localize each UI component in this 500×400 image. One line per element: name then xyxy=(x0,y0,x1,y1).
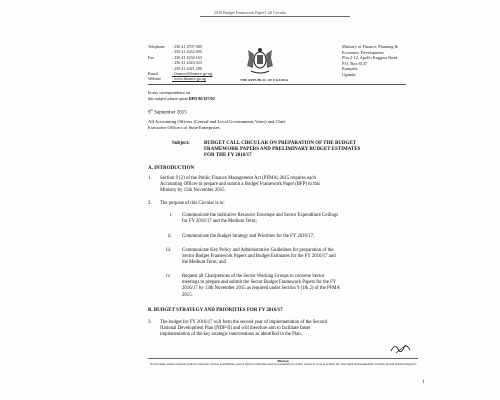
email-label: Email xyxy=(148,71,158,77)
header-rule xyxy=(200,16,350,17)
coat-of-arms-icon xyxy=(242,46,278,76)
para-2-text: The purpose of this Circular is to: xyxy=(160,201,225,206)
para-1-text: Section 9 (2) of the Public Finance Management Act (PFMA) 2015 requires each Accounting Officer to prepare and submit a Budget Framework Paper (BFP) to this Ministry by 15th November 2015. xyxy=(160,176,321,194)
reference-number: BPD 86/107/02 xyxy=(188,95,215,101)
item-iii-text: Communicate Key Policy and Administrative Guidelines for preparation of the Sector Budget Framework Papers and Budget Estimates for the FY 2016/17 and the Medium Term; and xyxy=(182,248,336,266)
fax-2: : 256 41 4343 023 xyxy=(172,60,202,66)
republic-caption: THE REPUBLIC OF UGANDA xyxy=(240,78,289,82)
item-iv-number: iv. xyxy=(166,274,171,279)
page-number: 1 xyxy=(422,380,425,385)
website-link[interactable]: : www.finance.go.ug xyxy=(172,76,207,82)
footer-mission-text: "To formulate sound economic policies, maximize revenue mobilization, ensure efficient allocation and accountability for public resources so as to achieve the most rapid and sustainable economic growth and development" xyxy=(149,362,417,366)
telephone-1: : 256 41 4707 000 xyxy=(172,44,202,49)
para-1-number: 1. xyxy=(148,176,152,181)
item-ii-text: Communicate the Budget Strategy and Priorities for the FY 2016/17; xyxy=(182,234,315,239)
ministry-address: Ministry of Finance, Planning & Economic Development Plot 2-12, Apollo Kaggwa Road P.O. Box 8147 Kampala Uganda xyxy=(342,44,398,77)
letterhead-rule xyxy=(148,84,406,85)
fax-1: : 256 41 4230 163 xyxy=(172,54,202,60)
email-link[interactable]: : finance@finance.go.ug xyxy=(172,71,213,77)
signature-icon xyxy=(390,341,412,355)
reference-block: In any correspondence on this subject please quote BPD 86/107/02 xyxy=(148,90,215,101)
item-iv-text: Request all Chairpersons of the Sector Working Groups to convene Sector meetings to prepare and submit the Sector Budget Framework Papers for the FY 2016/17 by 13th November 2015 as required under Section 9 (1& 2) of the PFMA 2015. xyxy=(182,274,341,298)
fax-label: Fax xyxy=(148,54,155,60)
para-2-number: 2. xyxy=(148,201,152,206)
telephone-2: : 256 41 4232 095 xyxy=(172,49,202,55)
section-a-heading: A. INTRODUCTION xyxy=(148,166,195,171)
para-3-number: 3. xyxy=(148,320,152,325)
item-i-number: i. xyxy=(170,213,173,218)
para-3-text: The budget for FY 2016/17 will form the second year of implementation of the Second National Development Plan (NDP-II) and will therefore aim to facilitate faster implementation of the key strategic interventions as identified in the Plan. xyxy=(160,320,327,338)
subject-label: Subject: xyxy=(172,141,190,146)
section-b-heading: B. BUDGET STRATEGY AND PRIORITIES FOR FY 2016/17 xyxy=(148,308,283,313)
addressee: All Accounting Officers (Central and Local Governments Votes) and Chief Executive Officers of State Enterprises xyxy=(148,119,286,130)
item-iii-number: iii. xyxy=(166,248,172,253)
letter-date: 9th September 2015 xyxy=(148,108,187,116)
contact-block xyxy=(148,44,212,82)
subject-text: BUDGET CALL CIRCULAR ON PREPARATION OF THE BUDGET FRAMEWORK PAPERS AND PRELIMINARY BUDGET ESTIMATES FOR THE FY 2016/17 xyxy=(204,141,361,159)
fax-3: : 256 41 4341 286 xyxy=(172,65,202,71)
item-ii-number: ii. xyxy=(168,234,172,239)
website-label: Website xyxy=(148,76,162,82)
item-i-text: Communicate the Indicative Resource Envelope and Sector Expenditure Ceilings for FY 2016/17 and the Medium Term; xyxy=(182,213,339,225)
telephone-label: Telephone xyxy=(148,44,165,49)
footer-mission-heading: Mission xyxy=(277,359,289,363)
running-header: 2016 Budget Framework Paper Call Circular xyxy=(214,10,286,15)
